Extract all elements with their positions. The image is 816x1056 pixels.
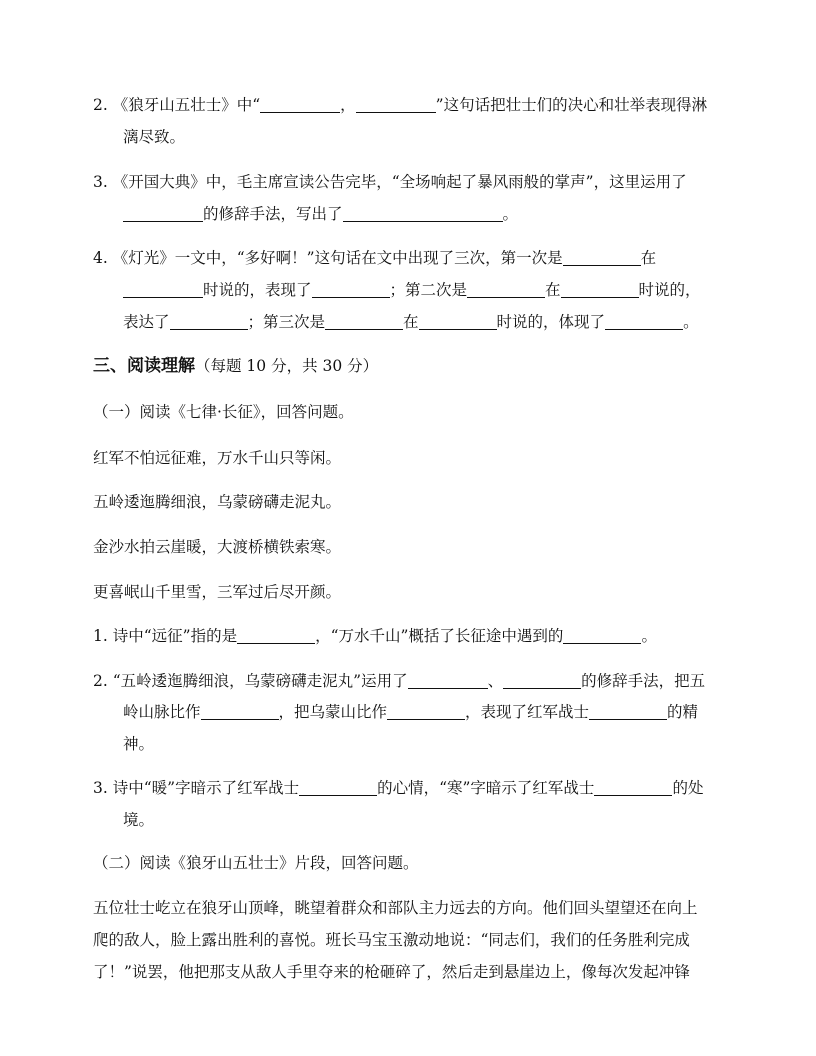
part-1-question-3-line-2: 境。 <box>123 811 155 829</box>
p1q2-text: 岭山脉比作 <box>123 703 201 721</box>
answer-blank[interactable] <box>503 672 581 689</box>
q4-text: 。 <box>683 313 699 331</box>
answer-blank[interactable] <box>563 249 641 266</box>
answer-blank[interactable] <box>325 313 403 330</box>
q4-text: ；第三次是 <box>247 313 326 331</box>
poem-line: 红军不怕远征难，万水千山只等闲。 <box>93 449 342 467</box>
q3-text: 的修辞手法，写出了 <box>203 205 343 223</box>
question-4-line-1 <box>93 248 733 268</box>
p1q2-text: 的精 <box>667 703 699 721</box>
question-2-line-2: 漓尽致。 <box>123 128 186 146</box>
answer-blank[interactable] <box>343 205 503 222</box>
q4-text: 时说的，表现了 <box>203 281 312 299</box>
answer-blank[interactable] <box>387 703 465 720</box>
p1q1-text: ，“万水千山”概括了长征途中遇到的 <box>315 627 564 645</box>
q4-text: 表达了 <box>123 313 170 331</box>
answer-blank[interactable] <box>419 313 497 330</box>
p1q3-text: 的心情，“寒”字暗示了红军战士 <box>377 779 595 797</box>
p1q2-text: ，表现了红军战士 <box>465 703 590 721</box>
p1q1-text: 1. 诗中“远征”指的是 <box>93 627 238 645</box>
q4-text: 在 <box>545 281 561 299</box>
q2-text: ， <box>340 96 356 114</box>
question-3-line-2 <box>123 204 763 224</box>
p1q2-text: 2. “五岭逶迤腾细浪，乌蒙磅礴走泥丸”运用了 <box>93 672 408 690</box>
poem-line: 更喜岷山千里雪，三军过后尽开颜。 <box>93 583 342 601</box>
question-3-line-1: 3. 《开国大典》中，毛主席宣读公告完毕，“全场响起了暴风雨般的掌声”，这里运用了 <box>93 173 687 191</box>
passage-line: 了！”说罢，他把那支从敌人手里夺来的枪砸碎了，然后走到悬崖边上，像每次发起冲锋 <box>93 963 690 981</box>
q4-text: 时说的，体现了 <box>496 313 606 331</box>
part-1-question-2-line-3: 神。 <box>123 735 155 753</box>
q4-text: 在 <box>403 313 419 331</box>
answer-blank[interactable] <box>467 281 545 298</box>
answer-blank[interactable] <box>299 779 377 796</box>
question-4-line-3 <box>123 312 763 332</box>
q4-text: 4. 《灯光》一文中，“多好啊！”这句话在文中出现了三次，第一次是 <box>93 249 563 267</box>
q4-text: 在 <box>640 249 657 267</box>
answer-blank[interactable] <box>123 205 203 222</box>
section-title: 三、阅读理解 <box>93 356 195 376</box>
p1q2-text: ，把乌蒙山比作 <box>278 703 388 721</box>
question-4-line-2 <box>123 280 763 300</box>
p1q3-text: 的处 <box>672 779 704 797</box>
p1q3-text: 3. 诗中“暖”字暗示了红军战士 <box>93 779 300 797</box>
passage-line: 五位壮士屹立在狼牙山顶峰，眺望着群众和部队主力远去的方向。他们回头望望还在向上 <box>93 899 698 917</box>
part-1-question-2-line-1 <box>93 671 733 691</box>
part-1-question-3-line-1 <box>93 778 733 798</box>
part-1-question-1 <box>93 626 733 646</box>
part-2-intro: （二）阅读《狼牙山五壮士》片段，回答问题。 <box>93 854 419 872</box>
q4-text: ；第二次是 <box>389 281 468 299</box>
passage-line: 爬的敌人，脸上露出胜利的喜悦。班长马宝玉激动地说：“同志们，我们的任务胜利完成 <box>93 931 690 949</box>
question-2-line-1 <box>93 95 733 115</box>
p1q2-text: 的修辞手法，把五 <box>581 672 706 690</box>
answer-blank[interactable] <box>312 281 390 298</box>
q4-text: 时说的， <box>638 281 701 299</box>
part-1-intro: （一）阅读《七律·长征》，回答问题。 <box>93 403 354 421</box>
answer-blank[interactable] <box>408 672 488 689</box>
poem-line: 五岭逶迤腾细浪，乌蒙磅礴走泥丸。 <box>93 493 342 511</box>
section-score: （每题 10 分，共 30 分） <box>195 357 379 375</box>
q3-text: 。 <box>502 205 519 223</box>
answer-blank[interactable] <box>260 96 340 113</box>
answer-blank[interactable] <box>589 703 667 720</box>
part-1-question-2-line-2 <box>123 702 763 722</box>
p1q1-text: 。 <box>641 627 657 645</box>
poem-line: 金沙水拍云崖暖，大渡桥横铁索寒。 <box>93 538 342 556</box>
answer-blank[interactable] <box>237 627 315 644</box>
section-heading <box>93 356 733 376</box>
p1q2-text: 、 <box>487 672 504 690</box>
answer-blank[interactable] <box>594 779 672 796</box>
answer-blank[interactable] <box>605 313 683 330</box>
answer-blank[interactable] <box>561 281 639 298</box>
answer-blank[interactable] <box>356 96 436 113</box>
answer-blank[interactable] <box>201 703 279 720</box>
q2-text: ”这句话把壮士们的决心和壮举表现得淋 <box>435 96 708 114</box>
answer-blank[interactable] <box>170 313 248 330</box>
answer-blank[interactable] <box>123 281 203 298</box>
answer-blank[interactable] <box>563 627 641 644</box>
q2-text: 2. 《狼牙山五壮士》中“ <box>93 96 261 114</box>
